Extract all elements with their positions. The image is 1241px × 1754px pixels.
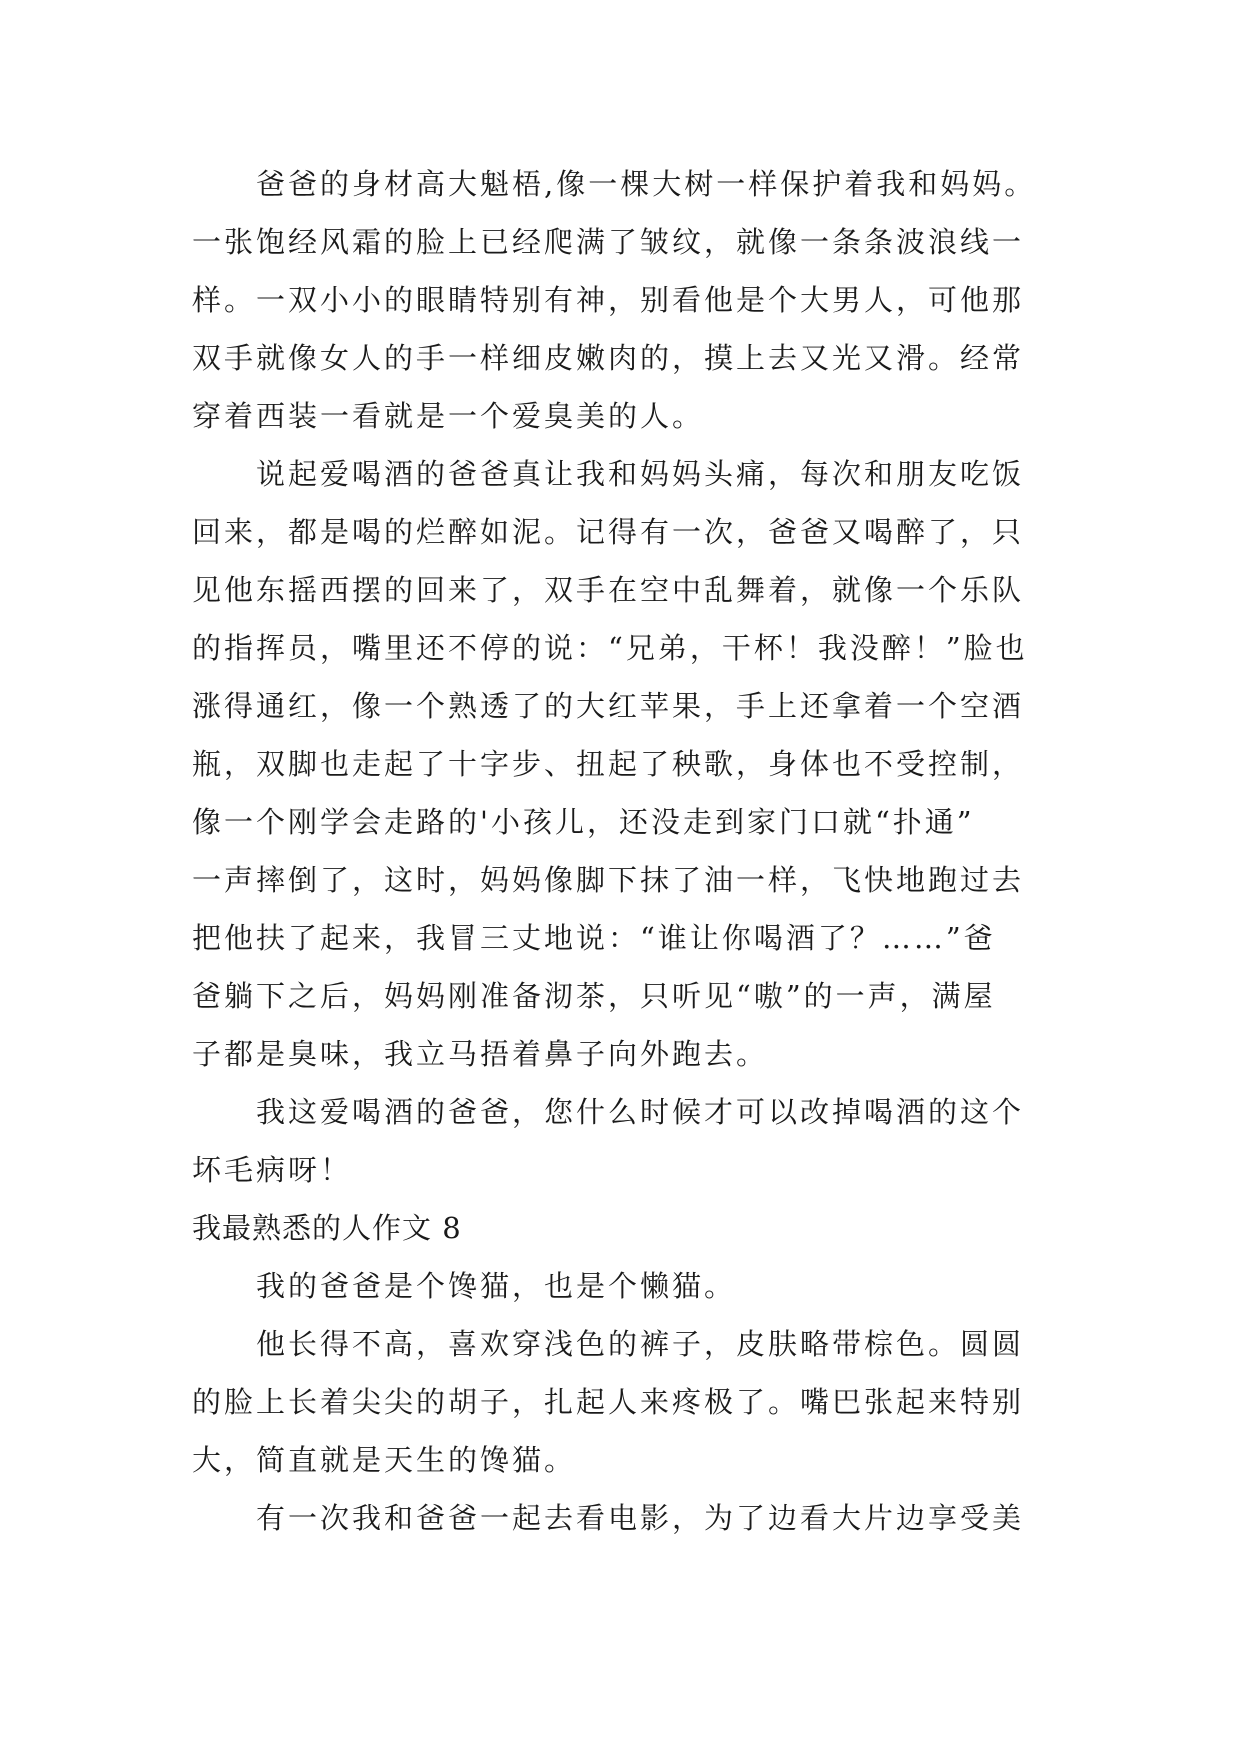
text-line: 双手就像女人的手一样细皮嫩肉的，摸上去又光又滑。经常	[192, 341, 1025, 375]
text-line: 说起爱喝酒的爸爸真让我和妈妈头痛，每次和朋友吃饭	[256, 457, 1025, 491]
paragraph	[192, 1489, 1062, 1547]
text-line: 有一次我和爸爸一起去看电影，为了边看大片边享受美	[256, 1501, 1025, 1535]
paragraph	[192, 1257, 1062, 1315]
text-line: 爸躺下之后，妈妈刚准备沏茶，只听见“嗷”的一声，满屋	[192, 979, 996, 1013]
text-line: 的脸上长着尖尖的胡子，扎起人来疼极了。嘴巴张起来特别	[192, 1385, 1025, 1419]
text-line: 大，简直就是天生的馋猫。	[192, 1443, 577, 1477]
text-line: 坏毛病呀！	[192, 1153, 353, 1187]
text-line: 回来，都是喝的烂醉如泥。记得有一次，爸爸又喝醉了，只	[192, 515, 1025, 549]
text-line: 我的爸爸是个馋猫，也是个懒猫。	[256, 1269, 737, 1303]
paragraph	[192, 155, 1062, 445]
text-line: 我这爱喝酒的爸爸，您什么时候才可以改掉喝酒的这个	[256, 1095, 1025, 1129]
paragraph	[192, 445, 1062, 1083]
section-heading: 我最熟悉的人作文 8	[192, 1211, 462, 1245]
text-line: 子都是臭味，我立马捂着鼻子向外跑去。	[192, 1037, 769, 1071]
text-line: 把他扶了起来，我冒三丈地说：“谁让你喝酒了？……”爸	[192, 921, 996, 955]
text-line: 见他东摇西摆的回来了，双手在空中乱舞着，就像一个乐队	[192, 573, 1025, 607]
text-line: 像一个刚学会走路的'小孩儿，还没走到家门口就“扑通”	[192, 805, 975, 839]
text-line: 的指挥员，嘴里还不停的说：“兄弟，干杯！我没醉！”脸也	[192, 631, 1028, 665]
text-line: 他长得不高，喜欢穿浅色的裤子，皮肤略带棕色。圆圆	[256, 1327, 1025, 1361]
text-line: 爸爸的身材高大魁梧,像一棵大树一样保护着我和妈妈。	[256, 167, 1037, 201]
text-line: 一声摔倒了，这时，妈妈像脚下抹了油一样，飞快地跑过去	[192, 863, 1025, 897]
paragraph	[192, 1315, 1062, 1489]
text-line: 涨得通红，像一个熟透了的大红苹果，手上还拿着一个空酒	[192, 689, 1025, 723]
text-line: 穿着西装一看就是一个爱臭美的人。	[192, 399, 705, 433]
document-page	[192, 155, 1062, 1547]
paragraph	[192, 1083, 1062, 1199]
text-line: 样。一双小小的眼睛特别有神，别看他是个大男人，可他那	[192, 283, 1025, 317]
text-line: 一张饱经风霜的脸上已经爬满了皱纹，就像一条条波浪线一	[192, 225, 1025, 259]
text-line: 瓶，双脚也走起了十字步、扭起了秧歌，身体也不受控制，	[192, 747, 1025, 781]
